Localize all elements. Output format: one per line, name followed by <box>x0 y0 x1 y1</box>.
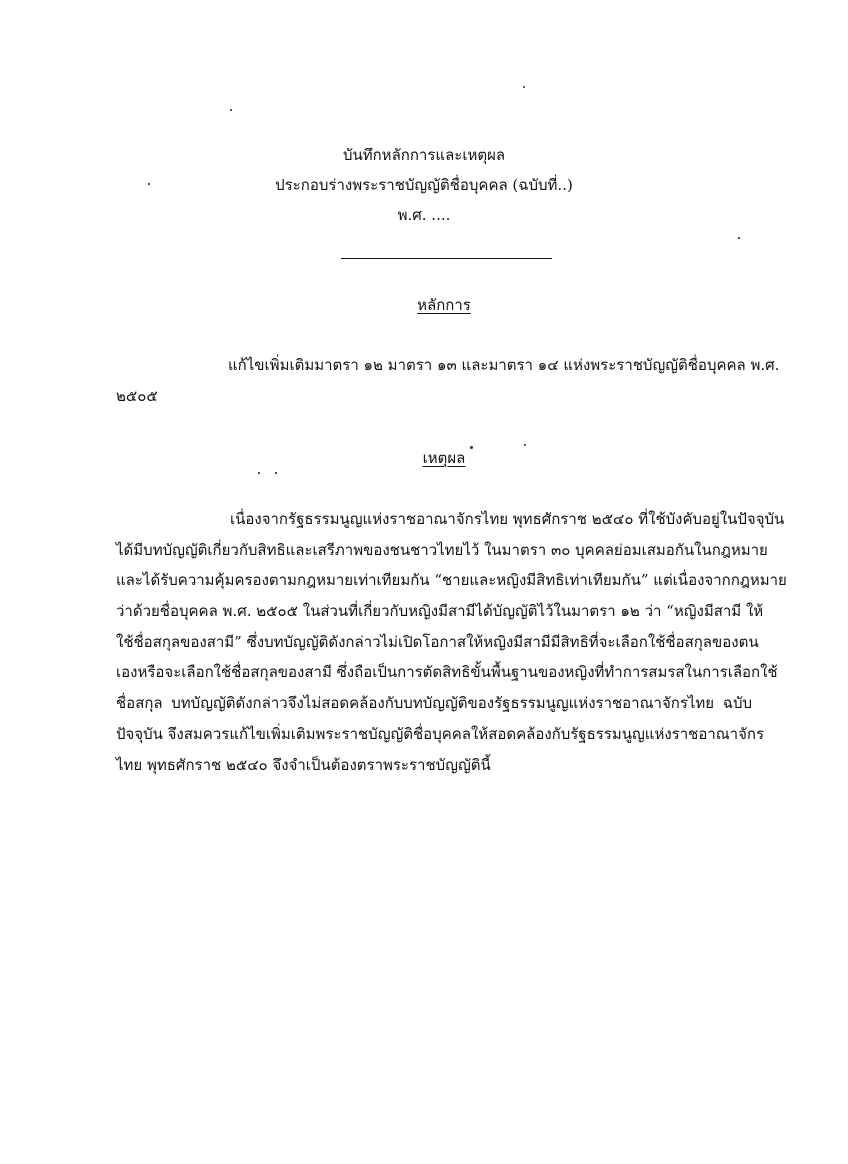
scan-speck <box>275 472 277 474</box>
reason-line: ว่าด้วยชื่อบุคคล พ.ศ. ๒๕๐๕ ในส่วนที่เกี่ยวกับหญิงมีสามีได้บัญญัติไว้ในมาตรา ๑๒ ว่า “หญิงมีสามี ให้ <box>116 602 764 621</box>
document-title: บันทึกหลักการและเหตุผล <box>342 146 506 164</box>
reason-line: ใช้ชื่อสกุลของสามี” ซึ่งบทบัญญัติดังกล่าวไม่เปิดโอกาสให้หญิงมีสามีมีสิทธิที่จะเลือกใช้ชื่อสกุลของตน <box>116 632 759 651</box>
reason-line: ได้มีบทบัญญัติเกี่ยวกับสิทธิและเสรีภาพของชนชาวไทยไว้ ในมาตรา ๓๐ บุคคลย่อมเสมอกันในกฎหมาย <box>116 540 768 559</box>
reason-line: ปัจจุบัน จึงสมควรแก้ไขเพิ่มเติมพระราชบัญญัติชื่อบุคคลให้สอดคล้องกับรัฐธรรมนูญแห่งราชอาณาจักร <box>116 724 765 743</box>
reason-heading-text: เหตุผล <box>422 449 466 467</box>
document-header <box>0 140 848 230</box>
scan-speck <box>230 109 232 111</box>
scan-speck <box>738 237 740 239</box>
reason-line: เนื่องจากรัฐธรรมนูญแห่งราชอาณาจักรไทย พุทธศักราช ๒๕๔๐ ที่ใช้บังคับอยู่ในปัจจุบัน <box>230 510 785 528</box>
reason-line: ชื่อสกุล บทบัญญัติดังกล่าวจึงไม่สอดคล้องกับบทบัญญัติของรัฐธรรมนูญแห่งราชอาณาจักรไทย ฉบับ <box>116 694 752 713</box>
reason-line: ไทย พุทธศักราช ๒๕๔๐ จึงจำเป็นต้องตราพระราชบัญญัตินี้ <box>116 755 491 774</box>
document-year: พ.ศ. .... <box>397 206 451 224</box>
reason-paragraph <box>116 504 787 780</box>
principle-paragraph <box>116 350 780 412</box>
principle-line: ๒๕๐๕ <box>116 387 158 405</box>
reason-heading <box>20 447 848 469</box>
scan-speck <box>524 444 526 446</box>
document-subtitle: ประกอบร่างพระราชบัญญัติชื่อบุคคล (ฉบับที่..) <box>275 176 573 194</box>
scan-speck <box>148 183 150 185</box>
principle-line: แก้ไขเพิ่มเติมมาตรา ๑๒ มาตรา ๑๓ และมาตรา ๑๔ แห่งพระราชบัญญัติชื่อบุคคล พ.ศ. <box>228 356 780 374</box>
reason-line: เองหรือจะเลือกใช้ชื่อสกุลของสามี ซึ่งถือเป็นการตัดสิทธิขั้นพื้นฐานของหญิงที่ทำการสมรสในการเลือกใช้ <box>116 663 778 682</box>
scan-speck <box>470 446 473 449</box>
scan-speck <box>258 472 260 474</box>
principle-heading <box>20 294 848 316</box>
principle-heading-text: หลักการ <box>417 296 471 314</box>
title-separator-line <box>341 258 552 259</box>
reason-line: และได้รับความคุ้มครองตามกฎหมายเท่าเทียมกัน “ชายและหญิงมีสิทธิเท่าเทียมกัน” แต่เนื่องจากกฎหมาย <box>116 571 787 590</box>
scan-speck <box>523 86 525 88</box>
